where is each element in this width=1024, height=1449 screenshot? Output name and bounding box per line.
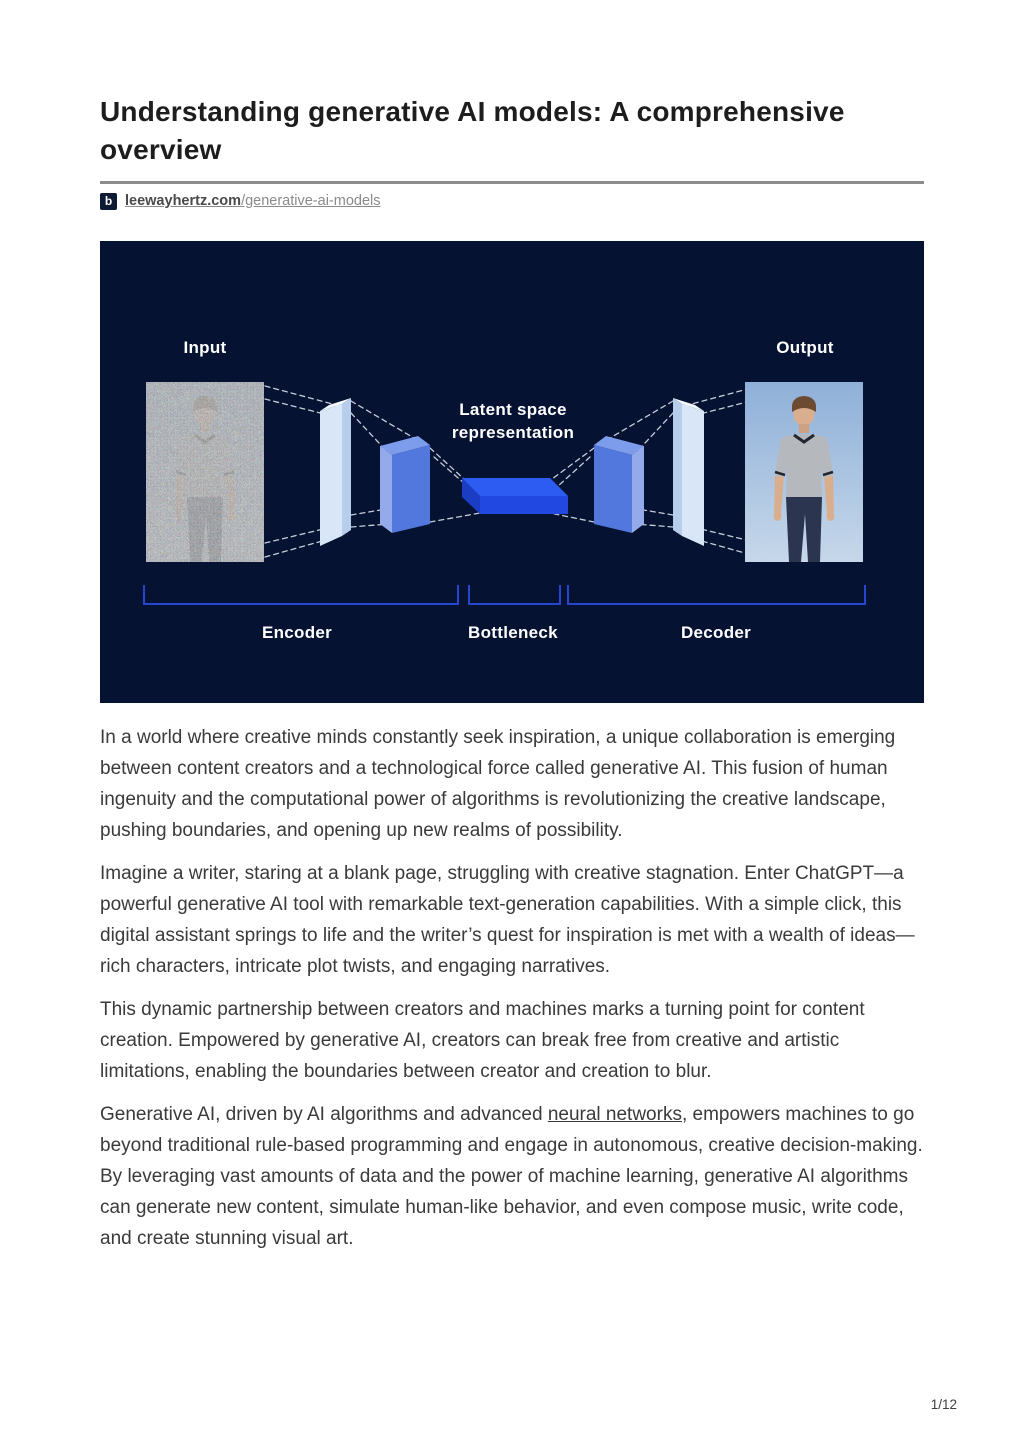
autoencoder-diagram-svg bbox=[100, 241, 924, 703]
autoencoder-diagram bbox=[100, 241, 924, 703]
paragraph-3: This dynamic partnership between creators and machines marks a turning point for content creation. Empowered by generative AI, creators can break free from creative and artistic limitations, enabling the boundaries between creator and creation to blur. bbox=[100, 999, 865, 1082]
input-noisy-image bbox=[146, 382, 264, 562]
site-favicon-icon bbox=[100, 193, 117, 210]
source-row bbox=[100, 191, 924, 211]
neural-networks-link[interactable]: neural networks bbox=[547, 1104, 682, 1125]
encoder-inner-layer bbox=[380, 436, 430, 533]
encoder-bracket bbox=[144, 585, 458, 604]
bottleneck-layer bbox=[462, 478, 568, 514]
latent-space-label-line1: Latent space bbox=[459, 400, 567, 419]
source-path: /generative-ai-models bbox=[241, 193, 381, 209]
page-number: 1/12 bbox=[930, 1397, 957, 1412]
decoder-bracket bbox=[568, 585, 865, 604]
decoder-label: Decoder bbox=[680, 623, 752, 642]
source-domain: leewayhertz.com bbox=[125, 193, 242, 209]
paragraph-1: In a world where creative minds constantly seek inspiration, a unique collaboration is emerging between content creators and a technological force called generative AI. This fusion of human ingenuity and the computational power of algorithms is revolutionizing the creative landscape, pushing boundaries, and opening up new realms of possibility. bbox=[100, 727, 896, 841]
paragraph-2: Imagine a writer, staring at a blank page, struggling with creative stagnation. Enter ChatGPT—a powerful generative AI tool with remarkable text-generation capabilities. With a simple click, this digital assistant springs to life and the writer’s quest for inspiration is met with a wealth of ideas—rich characters, intricate plot twists, and engaging narratives. bbox=[100, 863, 915, 977]
article-content bbox=[100, 0, 924, 1254]
output-label: Output bbox=[776, 338, 834, 357]
section-brackets bbox=[144, 585, 865, 604]
encoder-label: Encoder bbox=[261, 623, 333, 642]
output-clean-image bbox=[745, 382, 863, 562]
input-label: Input bbox=[183, 338, 227, 357]
bottleneck-bracket bbox=[469, 585, 560, 604]
paragraph-4-text-after: , empowers machines to go beyond traditional rule-based programming and engage in autonomous, creative decision-making. By leveraging vast amounts of data and the power of machine learning, generative AI algorithms can generate new content, simulate human-like behavior, and even compose music, write code, and create stunning visual art. bbox=[100, 1104, 923, 1249]
source-url-link[interactable] bbox=[125, 193, 381, 209]
decoder-inner-layer bbox=[594, 436, 644, 533]
paragraph-4 bbox=[100, 1099, 924, 1254]
decoder-outer-layer bbox=[673, 398, 704, 546]
paragraph-4-text-before: Generative AI, driven by AI algorithms and advanced bbox=[100, 1104, 548, 1125]
page-title: Understanding generative AI models: A comprehensive overview bbox=[100, 96, 845, 165]
latent-space-label-line2: representation bbox=[451, 423, 575, 442]
favicon-glyph: b bbox=[104, 194, 113, 208]
encoder-outer-layer bbox=[320, 398, 351, 546]
divider bbox=[100, 181, 924, 184]
bottleneck-label: Bottleneck bbox=[468, 623, 558, 642]
